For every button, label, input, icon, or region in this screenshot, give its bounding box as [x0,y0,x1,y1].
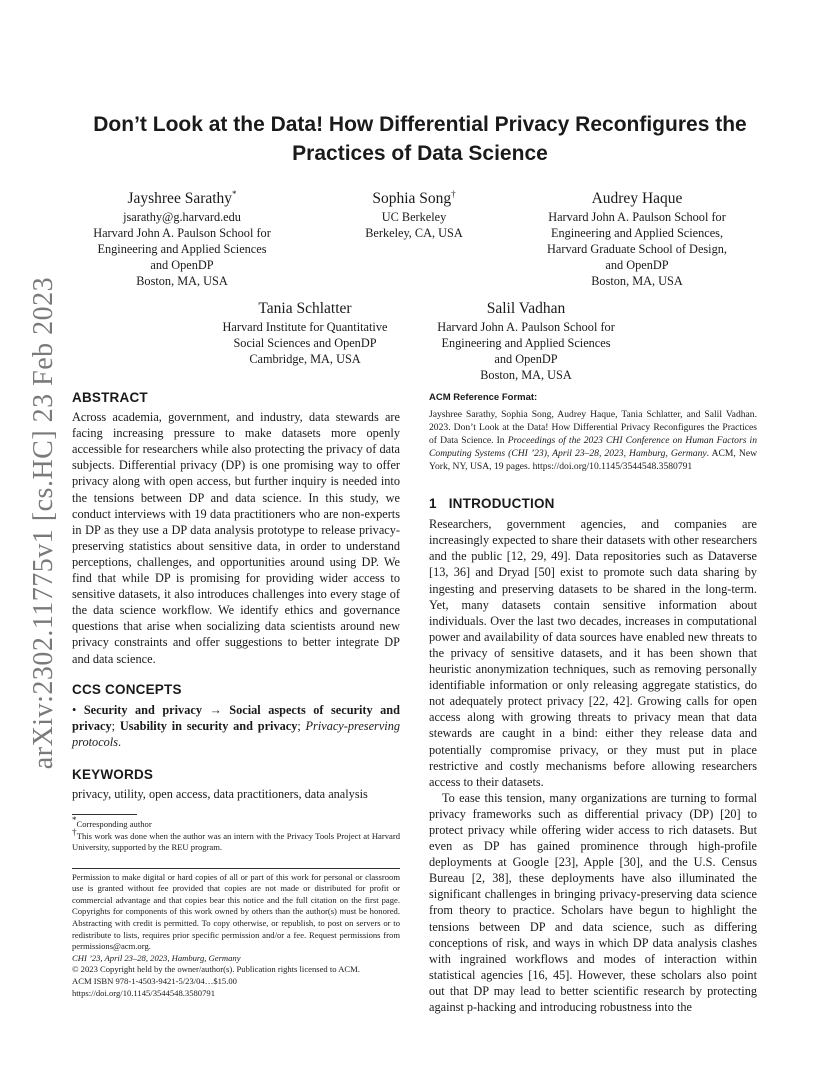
author-name-text: Tania Schlatter [258,300,352,317]
author-location: Cambridge, MA, USA [249,352,361,366]
conference-venue [72,953,400,965]
copyright-notice: © 2023 Copyright held by the owner/author(s). Publication rights licensed to ACM. [72,964,360,975]
author-affiliation: Social Sciences and OpenDP [233,336,377,350]
footnotes [72,815,400,854]
arxiv-identifier-stamp [22,276,66,770]
ccs-concept: Privacy-preserving protocols [72,718,400,749]
author-affiliation: Harvard John A. Paulson School for [548,210,726,224]
section-title: INTRODUCTION [448,496,555,512]
author-affiliation: Engineering and Applied Sciences, [550,226,724,240]
author-name-text: Sophia Song [372,190,452,207]
arrow-right-icon: → [209,702,222,717]
left-column [72,390,400,999]
footnote-divider [72,814,137,815]
author-affiliation: UC Berkeley [381,210,447,224]
author-affiliation: Harvard Institute for Quantitative [222,320,388,334]
author-affiliation: and OpenDP [605,258,669,272]
permission-text: Permission to make digital or hard copies of all or part of this work for personal or classroom use is granted without fee provided that copies are not made or distributed for profit or commercial advantage and that copies bear this notice and the full citation on the first page. Copyrights for components of this work owned by others than the author(s) must be honored. Abstracting with credit is permitted. To copy otherwise, or republish, to post on servers or to redistribute to lists, requires prior specific permission and/or a fee. Request permissions from permissions@acm.org. [72,871,400,952]
ccs-concepts-heading: CCS CONCEPTS [72,681,182,697]
footnote-mark: † [72,826,77,837]
keywords-text: privacy, utility, open access, data practitioners, data analysis [72,787,368,802]
author-location: Berkeley, CA, USA [365,226,463,240]
introduction-heading [429,496,757,512]
author-location: Boston, MA, USA [136,274,228,288]
footnote-corresponding [72,815,400,831]
author-affiliation: Harvard John A. Paulson School for [437,320,615,334]
author-mark: * [232,188,237,199]
author-affiliation: Harvard Graduate School of Design, [547,242,727,256]
right-column [429,390,757,1015]
author-name-text: Jayshree Sarathy [127,190,233,207]
acm-reference-venue: Proceedings of the 2023 CHI Conference on Human Factors in Computing Systems (CHI ’23), April 23–28, 2023, Hamburg, Germany [429,435,757,460]
author-block-haque [527,189,747,289]
author-block-song [334,189,494,241]
footnote-text: Corresponding author [76,819,152,830]
introduction-paragraph: Researchers, government agencies, and companies are increasingly expected to share their datasets with other researchers and the public [12, 29, 49]. Data repositories such as Dataverse [13, 36] and Dryad [50] exist to promote such data sharing by ingesting and preserving datasets to be shared in the long-term. Yet, many datasets contain sensitive information about individuals. Over the last two decades, increases in computational power and availability of data sources have enabled new threats to the privacy of sensitive datasets, and it has been shown that heuristic anonymization techniques, such as removing personally identifiable information or only releasing aggregate statistics, do not adequately protect privacy [22, 42]. Growing calls for open access along with growing threats to privacy mean that data stewards are caught in a bind: either they release data and potentially compromise privacy, or they must put in place restrictive and costly mechanisms before allowing researchers access to their datasets. [429,517,757,789]
ccs-separator: ; [111,718,116,733]
ccs-bullet: • [72,702,77,717]
author-affiliation: Engineering and Applied Sciences [441,336,611,350]
isbn: ACM ISBN 978-1-4503-9421-5/23/04…$15.00 [72,976,237,986]
introduction-paragraph: To ease this tension, many organizations are turning to formal privacy frameworks such as differential privacy (DP) [20] to protect privacy while offering wider access to rich datasets. But even as DP has gained prominence through high-profile deployments at Google [23], Apple [30], and the U.S. Census Bureau [2, 38], these deployments have also illuminated the significant challenges in bringing privacy-preserving data science from theory to practice. Scholars have begun to highlight the tensions between DP and data science, such as differing conceptions of risk, and ways in which DP data analysis clashes with ingrained workflows and modes of interaction within statistical agencies [16, 45]. However, these scholars also point out that DP may lead to better scientific research by protecting against p-hacking and introducing robustness into the [429,790,757,1014]
author-name [334,189,494,209]
arxiv-identifier-text: arXiv:2302.11775v1 [cs.HC] 23 Feb 2023 [28,276,59,770]
author-block-sarathy [82,189,282,289]
acm-reference-heading: ACM Reference Format: [429,392,538,403]
acm-reference-part: . ACM, New York, NY, USA, 19 pages. https://doi.org/10.1145/3544548.3580791 [429,448,757,473]
author-location: Boston, MA, USA [480,368,572,382]
ccs-concept: Social aspects of security and privacy [72,702,400,733]
abstract-heading: ABSTRACT [72,390,148,405]
author-name [82,189,282,209]
ccs-separator: ; [297,718,301,733]
author-mark: † [451,188,456,199]
abstract-text: Across academia, government, and industry, data stewards are facing increasing pressure to make datasets more openly accessible for researchers while also protecting the privacy of data subjects. Differential privacy (DP) is one promising way to offer privacy along with open access, but further inquiry is needed into the tensions between DP and data science. In this study, we conduct interviews with 19 data practitioners who are non-experts in DP as they use a DP data analysis prototype to release privacy-preserving statistics about sensitive data, in order to understand perceptions, challenges, and opportunities around using DP. We find that while DP is promising for providing wider access to sensitive datasets, it also introduces challenges into every stage of the data science workflow. We identify ethics and governance questions that arise when socializing data scientists around new privacy constraints and offer suggestions to better integrate DP and data science. [72,410,400,666]
acm-reference-part: Jayshree Sarathy, Sophia Song, Audrey Haque, Tania Schlatter, and Salil Vadhan. 2023. Don’t Look at the Data! How Differential Privacy Reconfigures the Practices of Data Science. In [429,409,757,447]
author-name [416,299,636,319]
section-number: 1 [429,496,437,512]
author-affiliation: Harvard John A. Paulson School for [93,226,271,240]
permission-block [72,872,400,1000]
keywords-heading: KEYWORDS [72,766,154,782]
author-block-schlatter [200,299,410,367]
ccs-end: . [118,734,122,749]
author-name [527,189,747,209]
permission-divider [72,868,400,869]
paper-title: Don’t Look at the Data! How Differential Privacy Reconfigures the Practices of Data Science [93,113,747,165]
author-block-vadhan [416,299,636,383]
ccs-concept: Usability in security and privacy [119,718,298,733]
doi-link[interactable]: https://doi.org/10.1145/3544548.3580791 [72,987,215,998]
author-affiliation: Engineering and Applied Sciences [97,242,267,256]
author-name-text: Salil Vadhan [486,300,566,317]
author-email: jsarathy@g.harvard.edu [123,210,241,224]
acm-reference-text [429,408,757,473]
author-name-text: Audrey Haque [591,190,683,207]
author-location: Boston, MA, USA [591,274,683,288]
ccs-concepts-text [72,702,400,750]
author-affiliation: and OpenDP [494,352,558,366]
conference-venue-text: CHI ’23, April 23–28, 2023, Hamburg, Germany [72,952,241,963]
author-name [200,299,410,319]
footnote-mark: * [72,815,77,826]
footnote-text: This work was done when the author was an intern with the Privacy Tools Project at Harvard University, supported by the REU program. [72,830,400,853]
footnote-intern [72,826,400,854]
author-affiliation: and OpenDP [150,258,214,272]
ccs-concept: Security and privacy [83,702,202,717]
